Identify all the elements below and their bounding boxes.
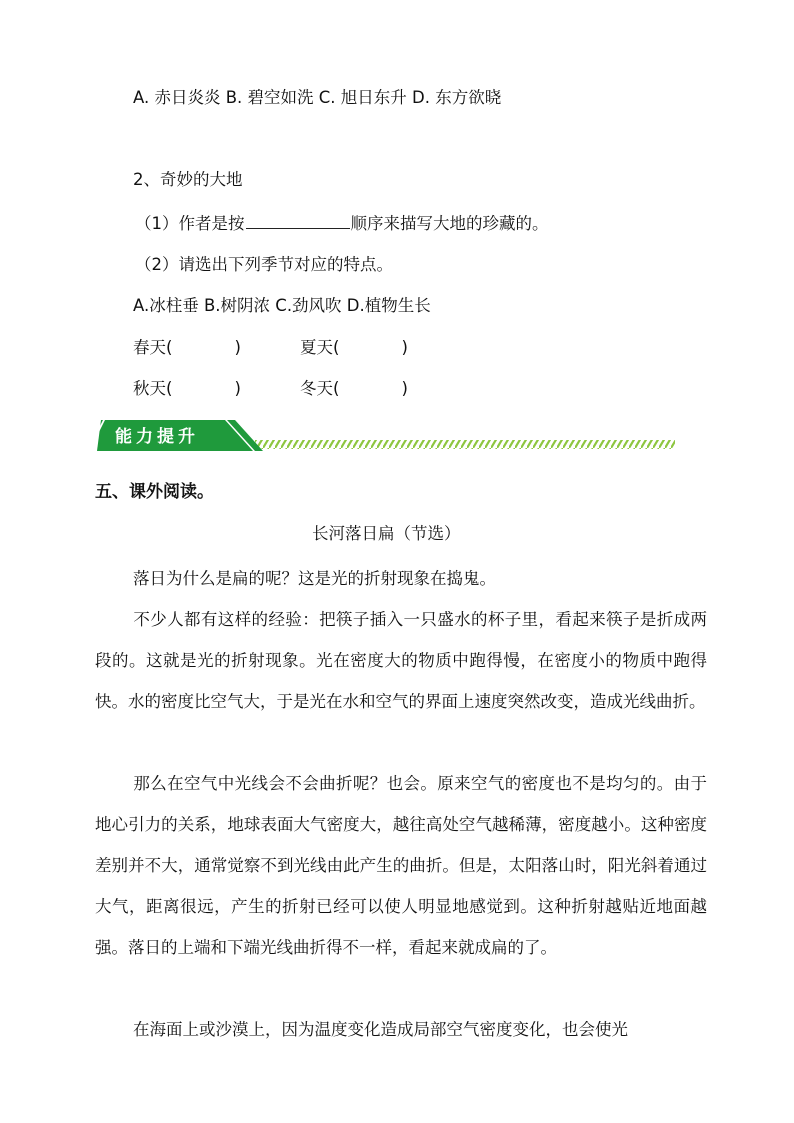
close-paren: )	[234, 338, 241, 357]
autumn-label: 秋天(	[133, 379, 173, 398]
question-2-part-1	[135, 211, 549, 236]
spring-label: 春天(	[133, 338, 173, 357]
banner-stripe	[255, 440, 675, 449]
part-1-suffix: 顺序来描写大地的珍藏的。	[350, 214, 549, 233]
paragraph-2-text: 不少人都有这样的经验：把筷子插入一只盛水的杯子里，看起来筷子是折成两段的。这就是光的折射现象。光在密度大的物质中跑得慢，在密度小的物质中跑得快。水的密度比空气大，于是光在水和空气的界面上速度突然改变，造成光线曲折。	[95, 610, 707, 711]
autumn-answer	[133, 377, 241, 401]
answer-blank[interactable]	[246, 211, 350, 229]
paragraph-2	[95, 599, 707, 722]
article-title: 长河落日扁（节选）	[312, 524, 461, 543]
close-paren: )	[401, 338, 408, 357]
winter-answer	[300, 377, 408, 401]
paragraph-3-text: 那么在空气中光线会不会曲折呢？也会。原来空气的密度也不是均匀的。由于地心引力的关系，地球表面大气密度大，越往高处空气越稀薄，密度越小。这种密度差别并不大，通常觉察不到光线由此产生的曲折。但是，太阳落山时，阳光斜着通过大气，距离很远，产生的折射已经可以使人明显地感觉到。这种折射越贴近地面越强。落日的上端和下端光线曲折得不一样，看起来就成扁的了。	[95, 774, 707, 957]
paragraph-1-text: 落日为什么是扁的呢？这是光的折射现象在捣鬼。	[133, 569, 496, 588]
banner-graphic	[95, 418, 695, 454]
section-5-heading: 五、课外阅读。	[95, 482, 214, 502]
summer-label: 夏天(	[300, 338, 340, 357]
banner-label: 能力提升	[115, 427, 199, 447]
question-2-title: 2、奇妙的大地	[133, 170, 243, 189]
question-2-part-2: （2）请选出下列季节对应的特点。	[135, 255, 393, 274]
winter-label: 冬天(	[300, 379, 340, 398]
spring-answer	[133, 336, 241, 360]
paragraph-4-text: 在海面上或沙漠上，因为温度变化造成局部空气密度变化，也会使光	[133, 1020, 628, 1039]
season-options: A.冰柱垂 B.树阴浓 C.劲风吹 D.植物生长	[133, 296, 431, 315]
part-1-prefix: （1）作者是按	[135, 214, 245, 233]
close-paren: )	[234, 379, 241, 398]
options-line-1: A. 赤日炎炎 B. 碧空如洗 C. 旭日东升 D. 东方欲晓	[133, 88, 502, 107]
paragraph-4	[95, 1009, 707, 1050]
paragraph-1	[95, 558, 707, 599]
close-paren: )	[401, 379, 408, 398]
paragraph-3	[95, 763, 707, 968]
summer-answer	[300, 336, 408, 360]
section-banner	[95, 418, 695, 454]
